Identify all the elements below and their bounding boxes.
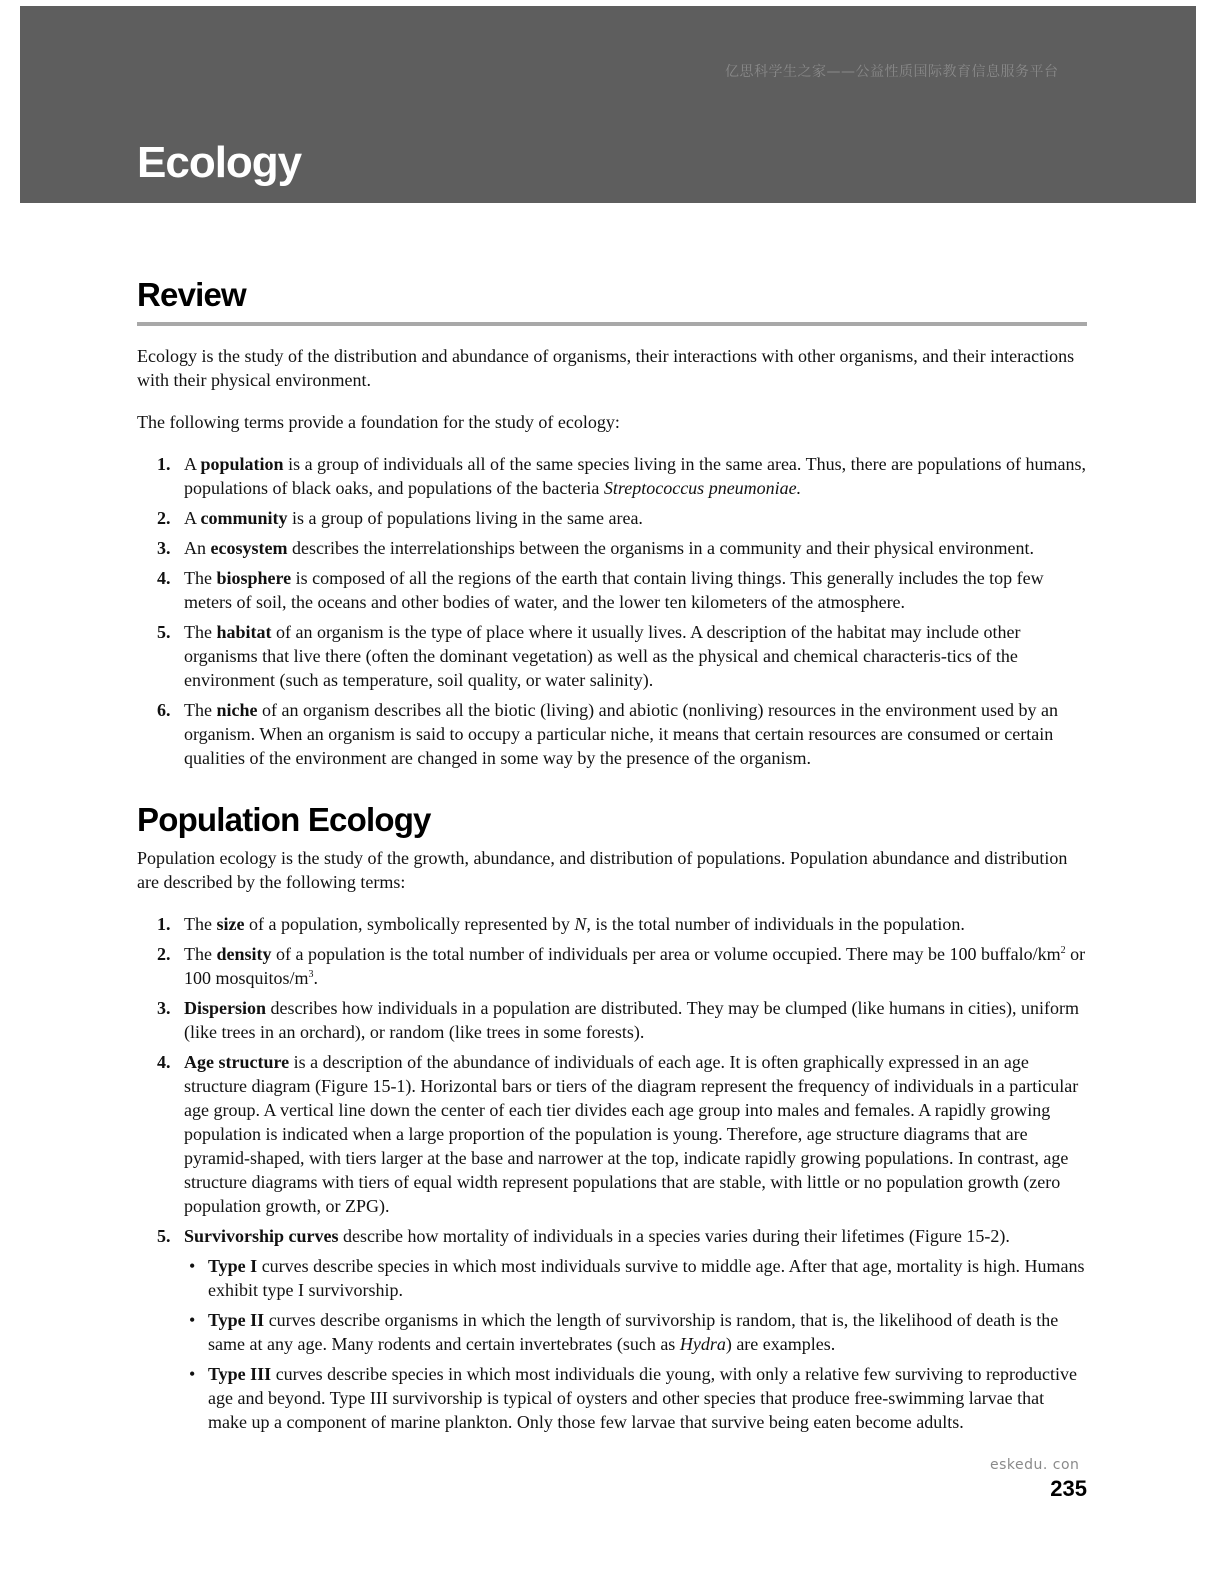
population-ecology-intro: Population ecology is the study of the growth, abundance, and distribution of populations. Population abundance and distribution are described by the following terms: — [137, 848, 1068, 892]
text: The — [184, 700, 217, 720]
bullet-icon: • — [189, 1256, 196, 1276]
list-item — [137, 506, 1087, 530]
page-number: 235 — [1050, 1476, 1087, 1501]
text: is a group of individuals all of the same species living in the same area. Thus, there are populations of humans, populations of black oaks, and populations of the bacteria — [184, 454, 1087, 498]
superscript: 3 — [308, 969, 314, 980]
list-item — [137, 1050, 1087, 1218]
term: size — [216, 914, 245, 934]
list-number: 3. — [157, 538, 171, 558]
text: of a population, symbolically represented by — [244, 914, 575, 934]
list-item — [137, 536, 1087, 560]
term: Type I — [208, 1256, 258, 1276]
text: is a group of populations living in the same area. — [287, 508, 643, 528]
survivorship-types-list — [184, 1254, 1087, 1434]
term: ecosystem — [210, 538, 288, 558]
list-number: 4. — [157, 568, 171, 588]
list-item — [137, 620, 1087, 692]
population-ecology-heading: Population Ecology — [137, 801, 431, 838]
page-content — [137, 272, 1087, 1440]
text: describes how individuals in a population are distributed. They may be clumped (like humans in cities), uniform (like trees in an orchard), or random (like trees in some forests). — [184, 998, 1080, 1042]
text: An — [184, 538, 211, 558]
text: curves describe species in which most individuals die young, with only a relative few surviving to reproductive age and beyond. Type III survivorship is typical of oysters and other species that produce free-swimming larvae that make up a component of marine plankton. Only those few larvae that survive being eaten become adults. — [208, 1364, 1077, 1432]
bullet-item — [184, 1254, 1087, 1302]
text: is a description of the abundance of individuals of each age. It is often graphically expressed in an age structure diagram (Figure 15-1). Horizontal bars or tiers of the diagram represent the frequency of individuals in a particular age group. A vertical line down the center of each tier divides each age group into males and females. A rapidly growing population is indicated when a large proportion of the population is young. Therefore, age structure diagrams that are pyramid-shaped, with tiers larger at the base and narrower at the top, indicate rapidly growing populations. In contrast, age structure diagrams with tiers of equal width represent populations that are stable, with little or no population growth (zero population growth, or ZPG). — [184, 1052, 1079, 1216]
text: The — [184, 568, 217, 588]
chapter-title: Ecology — [137, 138, 302, 187]
list-number: 3. — [157, 998, 171, 1018]
review-terms-list — [137, 452, 1087, 770]
text: describe how mortality of individuals in a species varies during their lifetimes (Figure 15-2). — [338, 1226, 1010, 1246]
population-terms-list — [137, 912, 1087, 1434]
text: The — [184, 914, 217, 934]
text: The — [184, 944, 217, 964]
list-item — [137, 996, 1087, 1044]
term: density — [216, 944, 272, 964]
list-number: 2. — [157, 944, 171, 964]
list-item — [137, 1224, 1087, 1434]
text: curves describe organisms in which the length of survivorship is random, that is, the likelihood of death is the same at any age. Many rodents and certain invertebrates (such as — [208, 1310, 1059, 1354]
text: describes the interrelationships between the organisms in a community and their physical environment. — [287, 538, 1034, 558]
term: niche — [216, 700, 258, 720]
list-number: 1. — [157, 914, 171, 934]
bullet-item — [184, 1362, 1087, 1434]
text: ) are examples. — [725, 1334, 836, 1354]
bullet-item — [184, 1308, 1087, 1356]
term: Age structure — [184, 1052, 290, 1072]
list-number: 1. — [157, 454, 171, 474]
term: Dispersion — [184, 998, 267, 1018]
text: is composed of all the regions of the earth that contain living things. This generally includes the top few meters of soil, the oceans and other bodies of water, and the lower ten kilometers of the atmosphere. — [184, 568, 1044, 612]
term: habitat — [216, 622, 272, 642]
bullet-icon: • — [189, 1364, 196, 1384]
list-item — [137, 452, 1087, 500]
list-number: 5. — [157, 1226, 171, 1246]
review-heading: Review — [137, 272, 1087, 326]
term: Type II — [208, 1310, 265, 1330]
list-number: 6. — [157, 700, 171, 720]
term: community — [200, 508, 288, 528]
text: of a population is the total number of individuals per area or volume occupied. There may be 100 buffalo/km — [271, 944, 1061, 964]
review-lead: The following terms provide a foundation for the study of ecology: — [137, 412, 620, 432]
term: Survivorship curves — [184, 1226, 339, 1246]
term: population — [200, 454, 284, 474]
bullet-icon: • — [189, 1310, 196, 1330]
header-watermark: 亿思科学生之家——公益性质国际教育信息服务平台 — [725, 64, 1059, 80]
text: A — [184, 508, 201, 528]
term: Type III — [208, 1364, 272, 1384]
list-number: 2. — [157, 508, 171, 528]
list-number: 5. — [157, 622, 171, 642]
text: The — [184, 622, 217, 642]
list-number: 4. — [157, 1052, 171, 1072]
species-name: Hydra — [679, 1334, 726, 1354]
text: is the total number of individuals in the population. — [590, 914, 965, 934]
text: of an organism is the type of place where it usually lives. A description of the habitat may include other organisms that live there (often the dominant vegetation) as well as the physical and chemical characteris-tics of the environment (such as temperature, soil quality, or water salinity). — [184, 622, 1021, 690]
term: biosphere — [216, 568, 292, 588]
text: . — [313, 968, 319, 988]
list-item — [137, 942, 1087, 990]
text: A — [184, 454, 201, 474]
superscript: 2 — [1060, 945, 1066, 956]
list-item — [137, 912, 1087, 936]
text: or 100 mosquitos/m — [184, 944, 1086, 988]
symbol: N, — [574, 914, 591, 934]
species-name: Streptococcus pneumoniae. — [603, 478, 802, 498]
footer-watermark: eskedu. con — [990, 1457, 1080, 1473]
list-item — [137, 566, 1087, 614]
text: of an organism describes all the biotic (living) and abiotic (nonliving) resources in the environment used by an organism. When an organism is said to occupy a particular niche, it means that certain resources are consumed or certain qualities of the environment are changed in some way by the presence of the organism. — [184, 700, 1058, 768]
list-item — [137, 698, 1087, 770]
text: curves describe species in which most individuals survive to middle age. After that age, mortality is high. Humans exhibit type I survivorship. — [208, 1256, 1085, 1300]
review-intro: Ecology is the study of the distribution and abundance of organisms, their interactions with other organisms, and their interactions with their physical environment. — [137, 346, 1075, 390]
